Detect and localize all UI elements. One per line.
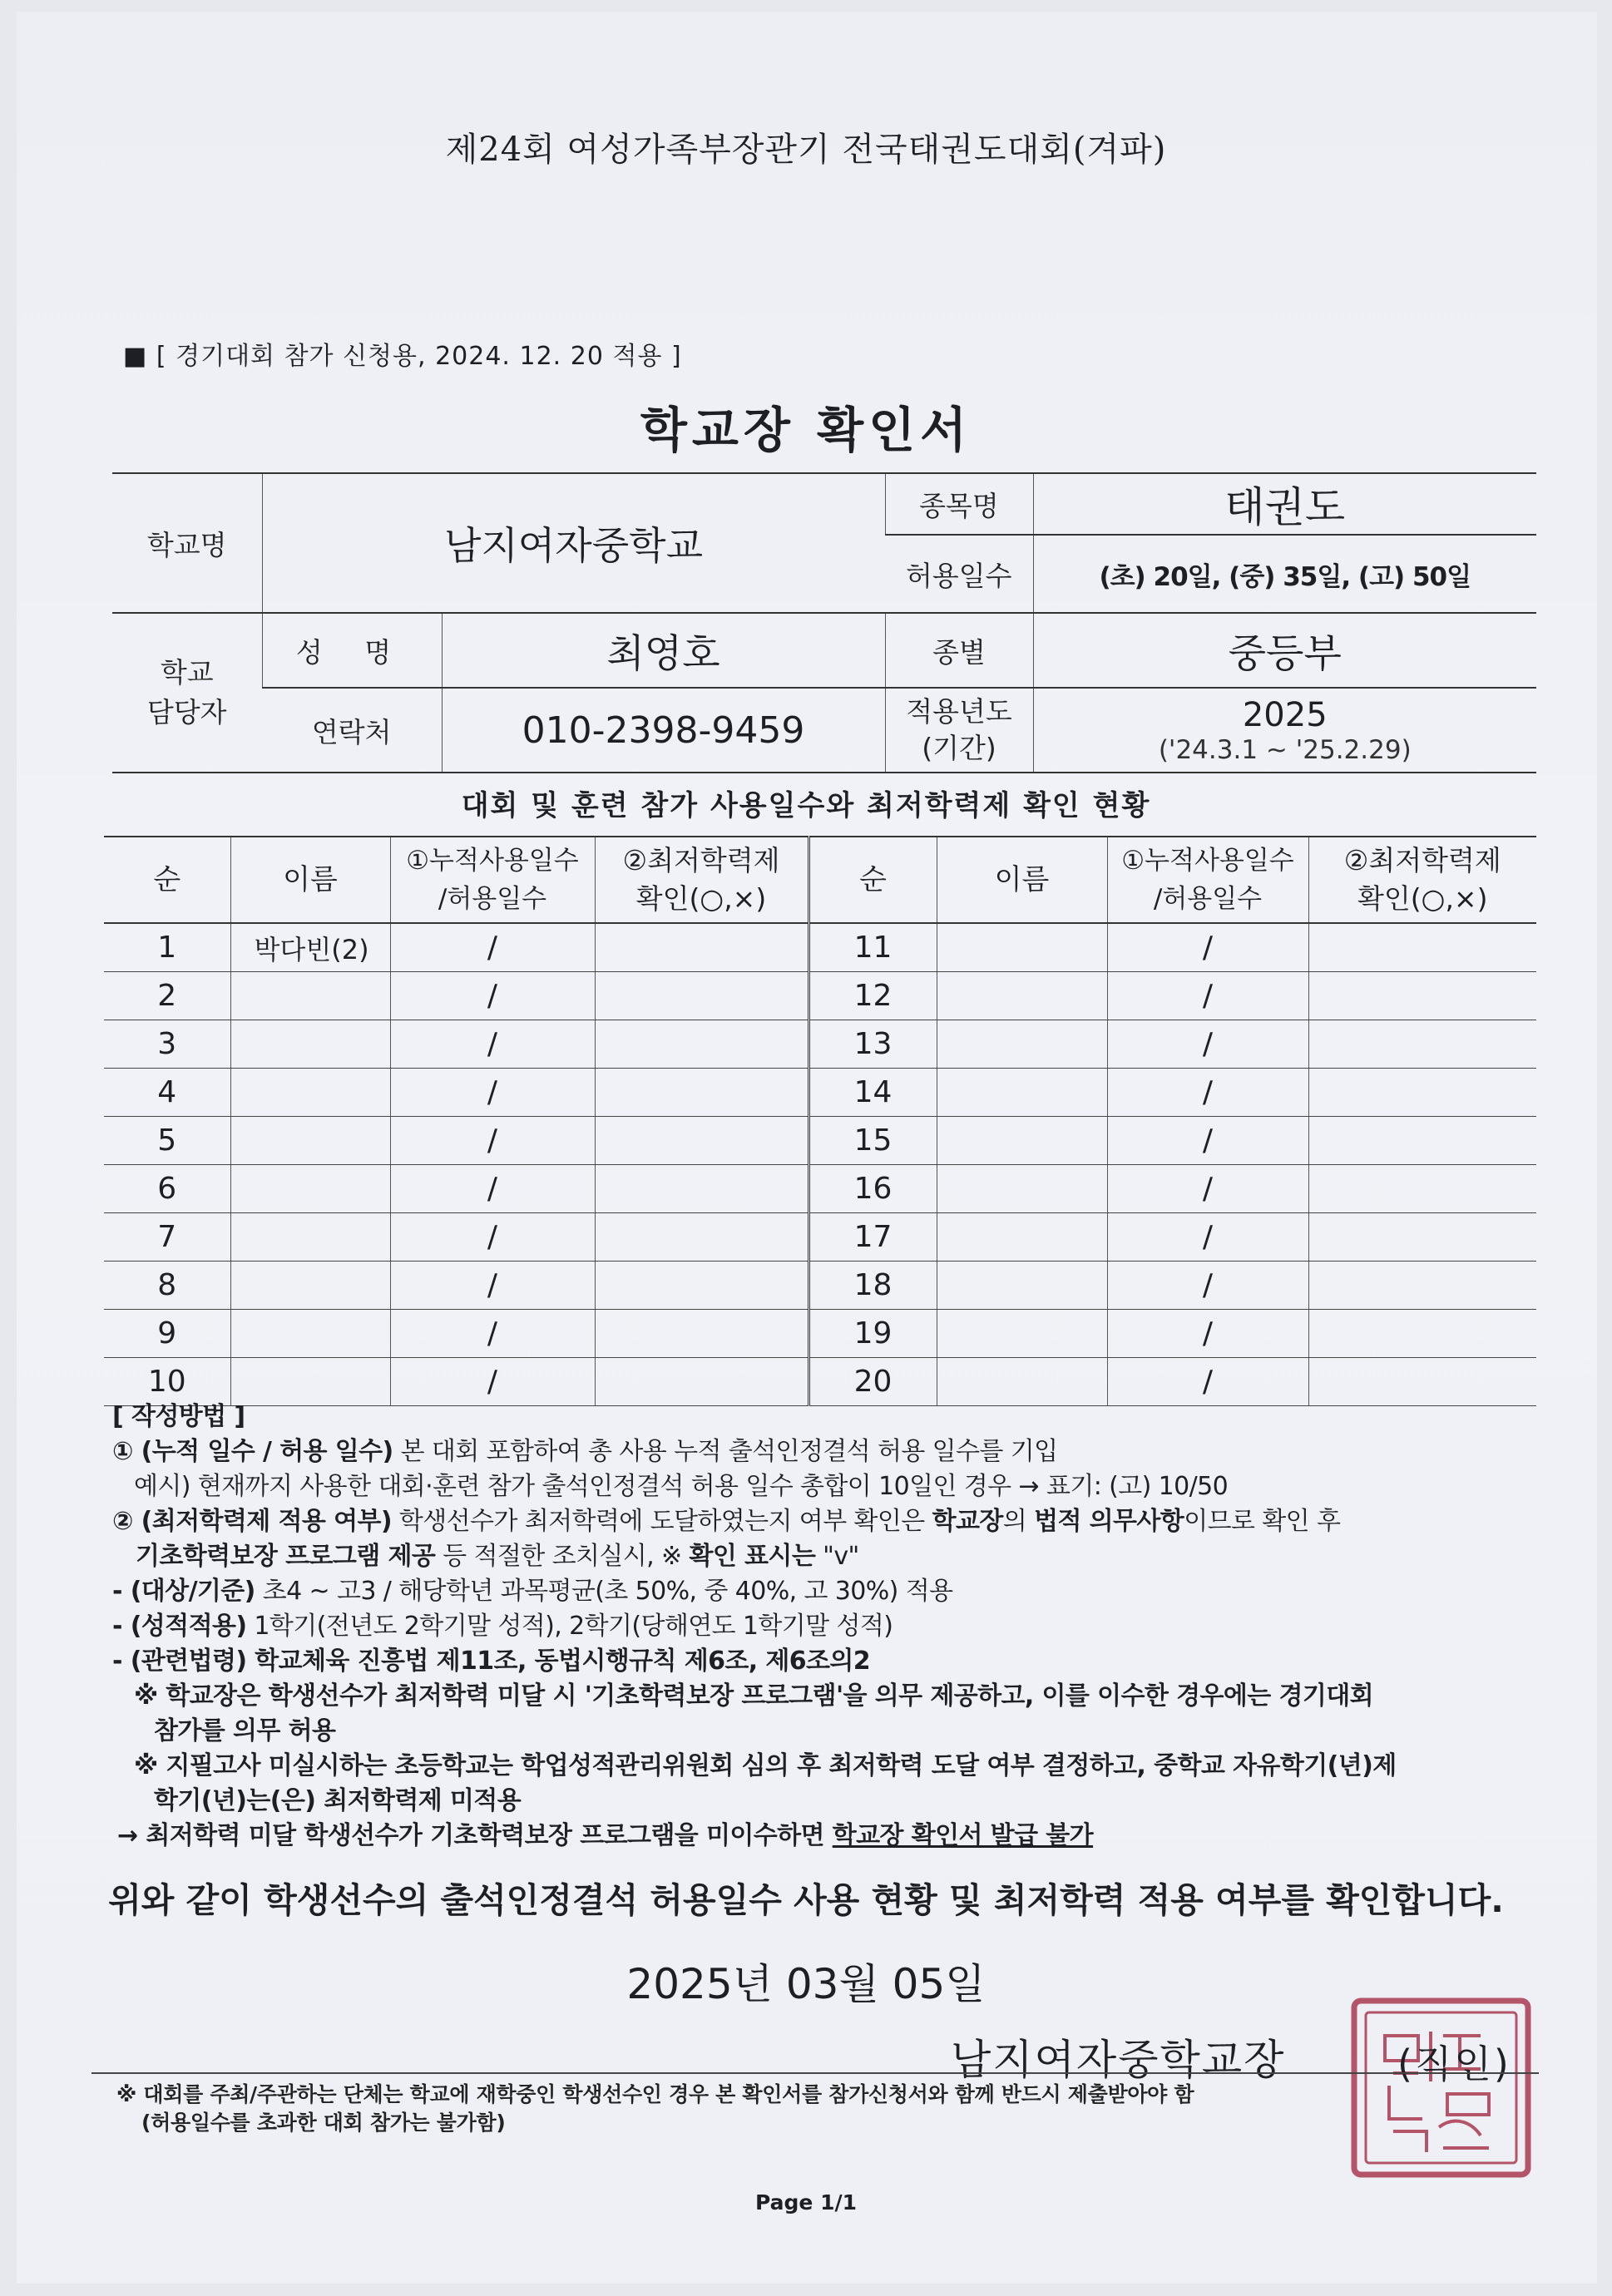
right-name-cell: [937, 1358, 1107, 1406]
allowed-days-label: 허용일수: [885, 535, 1033, 613]
right-seq-cell: 15: [808, 1117, 937, 1165]
left-check-cell: [595, 1020, 808, 1069]
left-days-cell: /: [390, 1069, 595, 1117]
school-info-table: [112, 472, 1536, 773]
left-name-cell: [230, 1020, 390, 1069]
instruction-note-c-text: → 최저학력 미달 학생선수가 기초학력보장 프로그램을 미이수하면: [117, 1821, 833, 1850]
right-check-cell: [1308, 972, 1536, 1020]
right-seq-cell: 17: [808, 1213, 937, 1262]
confirmation-statement: 위와 같이 학생선수의 출석인정결석 허용일수 사용 현황 및 최저학력 적용 여부를 확인합니다.: [108, 1880, 1504, 1920]
left-name-cell: [230, 1069, 390, 1117]
instruction-grades-text: 1학기(전년도 2학기말 성적), 2학기(당해연도 1학기말 성적): [246, 1612, 893, 1641]
left-name-cell: [230, 1117, 390, 1165]
roster-row: [104, 1020, 1536, 1069]
roster-row: [104, 1213, 1536, 1262]
left-check-cell: [595, 1165, 808, 1213]
instruction-1-bold: ① (누적 일수 / 허용 일수): [112, 1437, 393, 1466]
right-days-cell: /: [1107, 1020, 1308, 1069]
instruction-1: [112, 1434, 1543, 1469]
instruction-2-text-2: 의: [1002, 1507, 1035, 1536]
instruction-2-bold-principal: 학교장: [932, 1507, 1003, 1536]
year-label: 적용년도 (기간): [885, 688, 1033, 773]
document-title: 학교장 확인서: [640, 402, 972, 458]
page-number: Page 1/1: [755, 2190, 857, 2215]
left-name-cell: [230, 1310, 390, 1358]
year-cell: [1033, 688, 1536, 773]
roster-table: [104, 836, 1536, 1406]
right-name-cell: [937, 1020, 1107, 1069]
left-seq-cell: 2: [104, 972, 230, 1020]
header-seq-right: 순: [808, 837, 937, 923]
principal-signature-line: 남지여자중학교장: [951, 2036, 1286, 2084]
right-days-cell: /: [1107, 923, 1308, 972]
right-days-cell: /: [1107, 1117, 1308, 1165]
right-check-cell: [1308, 923, 1536, 972]
instruction-target-text: 초4 ~ 고3 / 해당학년 과목평균(초 50%, 중 40%, 고 30%) 적용: [255, 1577, 953, 1606]
right-check-cell: [1308, 1262, 1536, 1310]
right-name-cell: [937, 1213, 1107, 1262]
school-label: 학교명: [112, 473, 262, 613]
instruction-grades: [112, 1609, 1543, 1644]
header-name-right: 이름: [937, 837, 1107, 923]
right-check-cell: [1308, 1213, 1536, 1262]
left-days-cell: /: [390, 1310, 595, 1358]
instruction-2-text-5: "v": [815, 1542, 859, 1571]
right-days-cell: /: [1107, 1165, 1308, 1213]
instructions-header: [ 작성방법 ]: [112, 1402, 245, 1431]
allowed-days-value: (초) 20일, (중) 35일, (고) 50일: [1033, 535, 1536, 613]
contact-value: 010-2398-9459: [442, 688, 885, 773]
instruction-2-bold-duty: 법적 의무사항: [1034, 1507, 1184, 1536]
instruction-law-bold: - (관련법령): [112, 1647, 247, 1676]
roster-row: [104, 1069, 1536, 1117]
left-seq-cell: 1: [104, 923, 230, 972]
instruction-note-a: ※ 학교장은 학생선수가 최저학력 미달 시 '기초학력보장 프로그램'을 의무 제공하고, 이를 이수한 경우에는 경기대회: [134, 1681, 1373, 1711]
issue-date: 2025년 03월 05일: [626, 1960, 986, 2008]
left-check-cell: [595, 972, 808, 1020]
applied-note: ■ [ 경기대회 참가 신청용, 2024. 12. 20 적용 ]: [123, 342, 682, 371]
instruction-grades-bold: - (성적적용): [112, 1612, 247, 1641]
right-check-cell: [1308, 1358, 1536, 1406]
name-label: 성 명: [262, 613, 442, 688]
right-name-cell: [937, 1069, 1107, 1117]
instruction-2: [112, 1504, 1543, 1539]
left-seq-cell: 4: [104, 1069, 230, 1117]
left-days-cell: /: [390, 1020, 595, 1069]
left-days-cell: /: [390, 1358, 595, 1406]
right-days-cell: /: [1107, 1213, 1308, 1262]
instruction-2-bold: ② (최저학력제 적용 여부): [112, 1507, 392, 1536]
instruction-note-b-continued: 학기(년)는(은) 최저학력제 미적용: [154, 1786, 522, 1815]
right-seq-cell: 18: [808, 1262, 937, 1310]
header-name-left: 이름: [230, 837, 390, 923]
left-days-cell: /: [390, 1262, 595, 1310]
left-check-cell: [595, 1262, 808, 1310]
instruction-2-text-3: 이므로 확인 후: [1184, 1507, 1341, 1536]
footnote: [116, 2081, 1194, 2137]
seal-label: (직인): [1397, 2042, 1511, 2086]
left-days-cell: /: [390, 1213, 595, 1262]
roster-row: [104, 1165, 1536, 1213]
left-check-cell: [595, 1213, 808, 1262]
left-check-cell: [595, 1069, 808, 1117]
right-seq-cell: 13: [808, 1020, 937, 1069]
roster-body: [104, 923, 1536, 1406]
left-days-cell: /: [390, 1117, 595, 1165]
left-check-cell: [595, 1310, 808, 1358]
instruction-1-example: 예시) 현재까지 사용한 대회·훈련 참가 출석인정결석 허용 일수 총합이 10일인 경우 → 표기: (고) 10/50: [134, 1472, 1229, 1501]
left-seq-cell: 6: [104, 1165, 230, 1213]
instruction-note-c-underlined: 학교장 확인서 발급 불가: [832, 1821, 1094, 1850]
right-check-cell: [1308, 1069, 1536, 1117]
roster-row: [104, 1358, 1536, 1406]
right-name-cell: [937, 1310, 1107, 1358]
footer-divider: [91, 2072, 1539, 2074]
right-check-cell: [1308, 1020, 1536, 1069]
roster-row: [104, 1117, 1536, 1165]
left-name-cell: [230, 1213, 390, 1262]
instruction-target-bold: - (대상/기준): [112, 1577, 255, 1606]
left-days-cell: /: [390, 1165, 595, 1213]
left-days-cell: /: [390, 923, 595, 972]
year-value: 2025: [1242, 696, 1328, 734]
instruction-2-continued: [112, 1539, 1543, 1574]
instruction-2-bold-program: 기초학력보장 프로그램 제공: [136, 1542, 436, 1571]
school-value: 남지여자중학교: [262, 473, 885, 613]
right-seq-cell: 19: [808, 1310, 937, 1358]
left-name-cell: [230, 1358, 390, 1406]
header-cumulative-left: ①누적사용일수 /허용일수: [390, 837, 595, 923]
category-label: 종별: [885, 613, 1033, 688]
footnote-line-2: (허용일수를 초과한 대회 참가는 불가함): [141, 2111, 506, 2135]
right-name-cell: [937, 1165, 1107, 1213]
right-seq-cell: 16: [808, 1165, 937, 1213]
left-seq-cell: 3: [104, 1020, 230, 1069]
year-period: ('24.3.1 ~ '25.2.29): [1158, 735, 1412, 765]
left-name-cell: 박다빈(2): [230, 923, 390, 972]
right-check-cell: [1308, 1165, 1536, 1213]
right-seq-cell: 11: [808, 923, 937, 972]
roster-row: [104, 972, 1536, 1020]
left-seq-cell: 7: [104, 1213, 230, 1262]
right-days-cell: /: [1107, 972, 1308, 1020]
right-days-cell: /: [1107, 1310, 1308, 1358]
instruction-2-text-4: 등 적절한 조치실시, ※: [435, 1542, 690, 1571]
right-check-cell: [1308, 1117, 1536, 1165]
left-name-cell: [230, 1165, 390, 1213]
right-days-cell: /: [1107, 1069, 1308, 1117]
writing-instructions: [112, 1400, 1543, 1854]
event-title: 제24회 여성가족부장관기 전국태권도대회(겨파): [445, 131, 1167, 169]
instruction-law: [112, 1644, 1543, 1679]
right-seq-cell: 12: [808, 972, 937, 1020]
left-name-cell: [230, 972, 390, 1020]
header-cumulative-right: ①누적사용일수 /허용일수: [1107, 837, 1308, 923]
right-days-cell: /: [1107, 1262, 1308, 1310]
header-seq-left: 순: [104, 837, 230, 923]
category-value: 중등부: [1033, 613, 1536, 688]
name-value: 최영호: [442, 613, 885, 688]
header-academic-right: ②최저학력제 확인(○,×): [1308, 837, 1536, 923]
right-name-cell: [937, 1117, 1107, 1165]
left-seq-cell: 9: [104, 1310, 230, 1358]
manager-label: 학교 담당자: [112, 613, 262, 773]
right-seq-cell: 14: [808, 1069, 937, 1117]
left-days-cell: /: [390, 972, 595, 1020]
left-seq-cell: 10: [104, 1358, 230, 1406]
instruction-2-text: 학생선수가 최저학력에 도달하였는지 여부 확인은: [391, 1507, 932, 1536]
sport-value: 태권도: [1033, 473, 1536, 535]
left-check-cell: [595, 1358, 808, 1406]
instruction-note-a-continued: 참가를 의무 허용: [154, 1716, 336, 1745]
instruction-1-text: 본 대회 포함하여 총 사용 누적 출석인정결석 허용 일수를 기입: [393, 1437, 1058, 1466]
section-title: 대회 및 훈련 참가 사용일수와 최저학력제 확인 현황: [461, 789, 1151, 822]
right-check-cell: [1308, 1310, 1536, 1358]
instruction-target: [112, 1574, 1543, 1609]
right-name-cell: [937, 1262, 1107, 1310]
right-name-cell: [937, 923, 1107, 972]
instruction-law-text: 학교체육 진흥법 제11조, 동법시행규칙 제6조, 제6조의2: [246, 1647, 871, 1676]
left-seq-cell: 8: [104, 1262, 230, 1310]
contact-label: 연락처: [262, 688, 442, 773]
left-check-cell: [595, 923, 808, 972]
instruction-note-c: [112, 1819, 1543, 1854]
sport-label: 종목명: [885, 473, 1033, 535]
right-seq-cell: 20: [808, 1358, 937, 1406]
right-name-cell: [937, 972, 1107, 1020]
right-days-cell: /: [1107, 1358, 1308, 1406]
left-name-cell: [230, 1262, 390, 1310]
header-academic-left: ②최저학력제 확인(○,×): [595, 837, 808, 923]
instruction-2-bold-mark: 확인 표시는: [689, 1542, 816, 1571]
roster-row: [104, 1262, 1536, 1310]
left-seq-cell: 5: [104, 1117, 230, 1165]
instruction-note-b: ※ 지필고사 미실시하는 초등학교는 학업성적관리위원회 심의 후 최저학력 도달 여부 결정하고, 중학교 자유학기(년)제: [134, 1751, 1397, 1780]
roster-row: [104, 923, 1536, 972]
left-check-cell: [595, 1117, 808, 1165]
roster-row: [104, 1310, 1536, 1358]
footnote-line-1: ※ 대회를 주최/주관하는 단체는 학교에 재학중인 학생선수인 경우 본 확인서를 참가신청서와 함께 반드시 제출받아야 함: [116, 2082, 1194, 2106]
